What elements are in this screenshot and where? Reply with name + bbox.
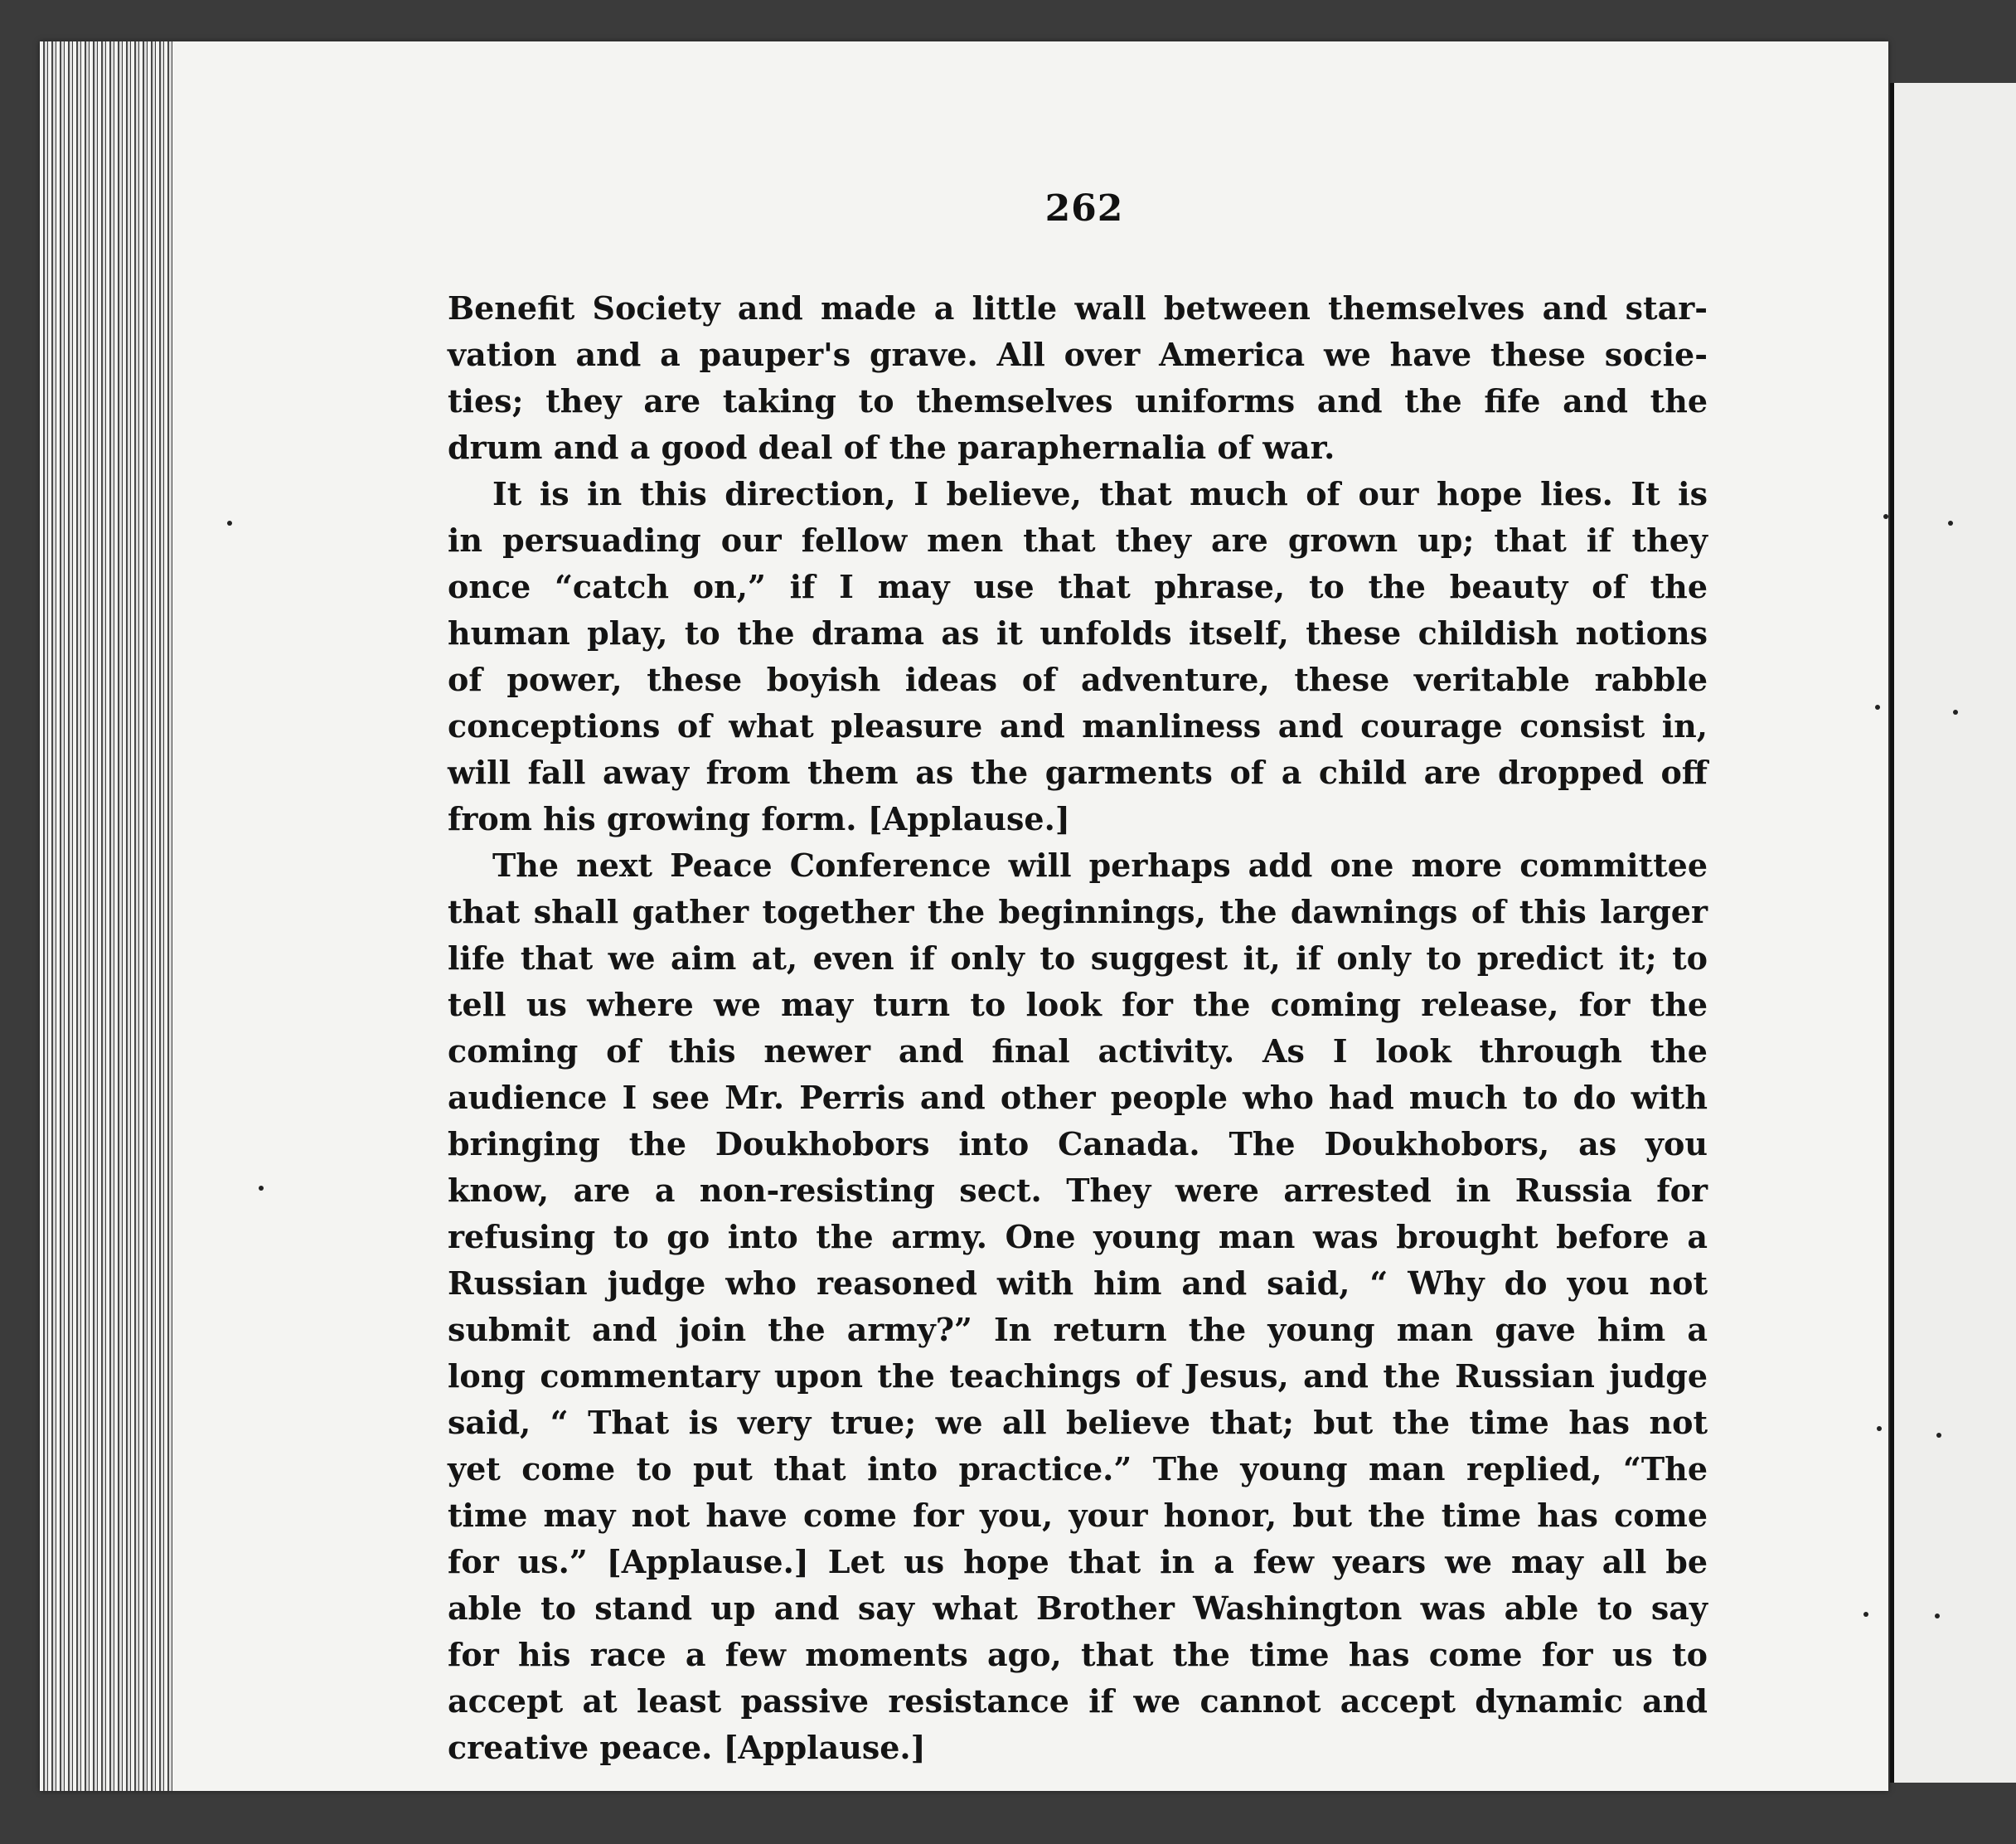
text-line: will fall away from them as the garments of a child are dropped off: [448, 754, 1708, 791]
text-line: tell us where we may turn to look for the coming release, for the: [448, 986, 1708, 1023]
page-number: 262: [1044, 187, 1124, 230]
scan-speck: [1953, 710, 1958, 715]
text-line: in persuading our fellow men that they are grown up; that if they: [448, 522, 1708, 559]
text-line: time may not have come for you, your honor, but the time has come: [448, 1497, 1708, 1534]
text-line: The next Peace Conference will perhaps add one more committee: [492, 847, 1708, 884]
page-edges: [40, 41, 172, 1791]
scan-speck: [1877, 1426, 1882, 1431]
text-line: of power, these boyish ideas of adventure, these veritable rabble: [448, 661, 1708, 698]
text-line: from his growing form. [Applause.]: [448, 800, 1070, 837]
text-line: ties; they are taking to themselves uniforms and the fife and the: [448, 382, 1708, 420]
text-line: bringing the Doukhobors into Canada. The Doukhobors, as you: [448, 1125, 1708, 1162]
scan-speck: [1883, 514, 1888, 519]
text-line: long commentary upon the teachings of Jesus, and the Russian judge: [448, 1357, 1708, 1395]
text-line: refusing to go into the army. One young man was brought before a: [448, 1218, 1708, 1255]
text-line: life that we aim at, even if only to suggest it, if only to predict it; to: [448, 939, 1708, 977]
text-line: Benefit Society and made a little wall between themselves and star-: [448, 289, 1708, 327]
scan-speck: [227, 521, 232, 526]
text-line: It is in this direction, I believe, that much of our hope lies. It is: [492, 475, 1708, 512]
text-line: yet come to put that into practice.” The young man replied, “The: [448, 1450, 1708, 1487]
text-line: for his race a few moments ago, that the time has come for us to: [448, 1636, 1708, 1673]
scan-speck: [1935, 1614, 1940, 1618]
adjacent-page-strip: [1894, 83, 2016, 1783]
text-line: coming of this newer and final activity. As I look through the: [448, 1032, 1708, 1070]
scan-speck: [1863, 1612, 1868, 1617]
text-line: drum and a good deal of the paraphernalia of war.: [448, 429, 1335, 466]
text-line: able to stand up and say what Brother Washington was able to say: [448, 1589, 1708, 1627]
text-line: that shall gather together the beginnings, the dawnings of this larger: [448, 893, 1708, 930]
text-line: said, “ That is very true; we all believe that; but the time has not: [448, 1404, 1708, 1441]
text-line: for us.” [Applause.] Let us hope that in a few years we may all be: [448, 1543, 1708, 1580]
text-line: creative peace. [Applause.]: [448, 1729, 926, 1766]
text-line: once “catch on,” if I may use that phrase, to the beauty of the: [448, 568, 1708, 605]
text-line: know, are a non-resisting sect. They were arrested in Russia for: [448, 1172, 1708, 1209]
scan-speck: [259, 1186, 264, 1191]
text-line: vation and a pauper's grave. All over America we have these socie-: [448, 336, 1708, 373]
text-line: submit and join the army?” In return the young man gave him a: [448, 1311, 1708, 1348]
scan-speck: [1948, 521, 1953, 526]
text-line: Russian judge who reasoned with him and said, “ Why do you not: [448, 1264, 1708, 1302]
text-line: human play, to the drama as it unfolds itself, these childish notions: [448, 614, 1708, 652]
scan-speck: [1936, 1433, 1941, 1438]
scan-speck: [1875, 705, 1880, 710]
text-line: audience I see Mr. Perris and other people who had much to do with: [448, 1079, 1708, 1116]
text-line: accept at least passive resistance if we cannot accept dynamic and: [448, 1682, 1708, 1720]
body-text: [448, 285, 1708, 1771]
text-line: conceptions of what pleasure and manliness and courage consist in,: [448, 707, 1708, 745]
page-gutter-rule: [1890, 83, 1894, 1783]
